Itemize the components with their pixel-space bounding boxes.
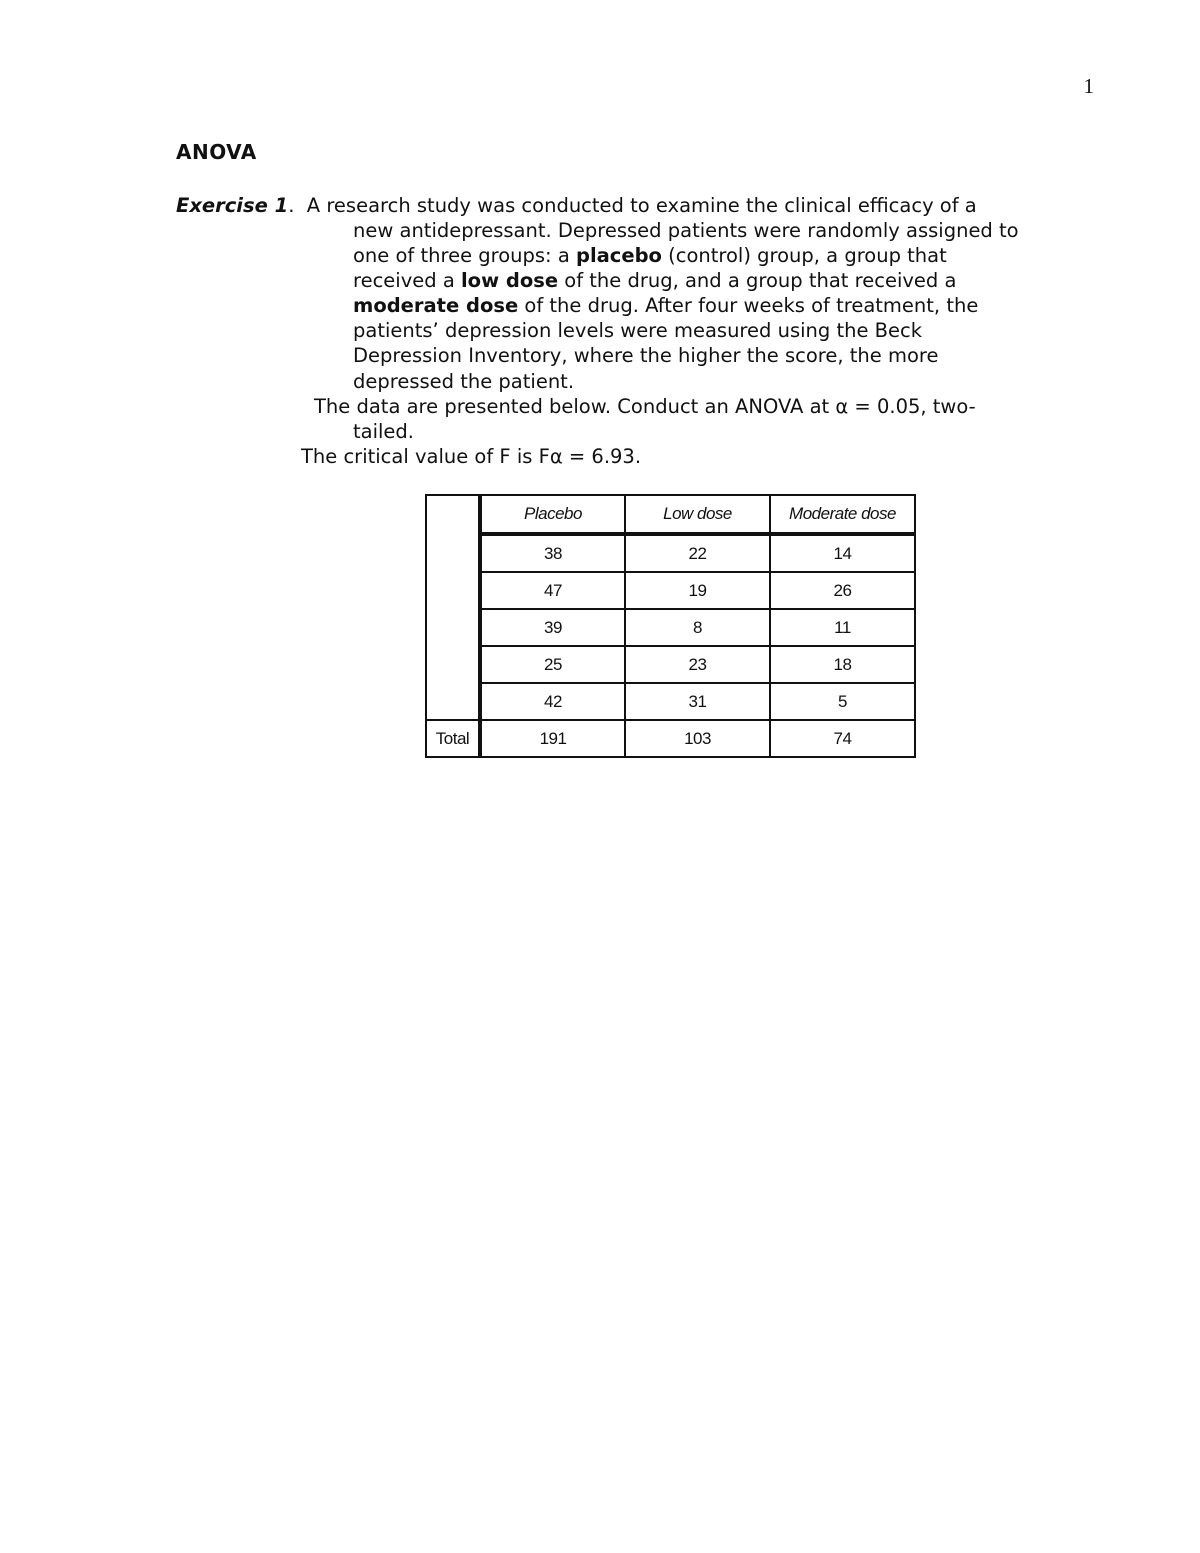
table-cell: 11 — [770, 609, 915, 646]
column-header-moderate-dose: Moderate dose — [770, 495, 915, 534]
total-cell: 103 — [625, 720, 770, 757]
table-cell: 38 — [480, 534, 625, 572]
exercise-text: (control) group, a group that — [661, 244, 947, 267]
critical-value-line: The critical value of F is Fα = 6.93. — [301, 445, 642, 468]
exercise-label-suffix: . — [288, 194, 295, 217]
table-header-row — [426, 495, 915, 534]
column-header-placebo: Placebo — [480, 495, 625, 534]
exercise-text: of the drug. After four weeks of treatment, the — [518, 294, 979, 317]
exercise-label: Exercise 1 — [176, 194, 289, 217]
table-row — [426, 646, 915, 683]
exercise-line-3 — [353, 243, 947, 268]
table-cell: 26 — [770, 572, 915, 609]
table-cell: 23 — [625, 646, 770, 683]
exercise-line-7: Depression Inventory, where the higher the score, the more — [353, 344, 939, 367]
exercise-line-5 — [353, 293, 978, 318]
moderate-dose-emphasis: moderate dose — [353, 294, 519, 317]
table-cell: 19 — [625, 572, 770, 609]
column-header-low-dose: Low dose — [625, 495, 770, 534]
exercise-text: A research study was conducted to examine the clinical efficacy of a — [306, 194, 977, 217]
table-cell: 39 — [480, 609, 625, 646]
page-number: 1 — [1083, 74, 1094, 98]
exercise-text: of the drug, and a group that received a — [558, 269, 957, 292]
table-cell: 25 — [480, 646, 625, 683]
row-label-blank-cell — [426, 495, 480, 720]
instruction-line: The data are presented below. Conduct an ANOVA at α = 0.05, two- — [314, 395, 976, 418]
table-row — [426, 534, 915, 572]
table-row — [426, 572, 915, 609]
table-row — [426, 609, 915, 646]
exercise-text: received a — [353, 269, 461, 292]
table-row — [426, 683, 915, 720]
exercise-line-6: patients’ depression levels were measured using the Beck — [353, 319, 923, 342]
data-table — [425, 494, 916, 758]
table-total-row — [426, 720, 915, 757]
exercise-line-8: depressed the patient. — [353, 370, 575, 393]
exercise-line-1 — [176, 193, 977, 218]
table-cell: 8 — [625, 609, 770, 646]
exercise-line-2: new antidepressant. Depressed patients were randomly assigned to — [353, 219, 1019, 242]
table-cell: 47 — [480, 572, 625, 609]
low-dose-emphasis: low dose — [460, 269, 559, 292]
table-cell: 18 — [770, 646, 915, 683]
total-cell: 74 — [770, 720, 915, 757]
table-cell: 31 — [625, 683, 770, 720]
table-cell: 42 — [480, 683, 625, 720]
table-cell: 5 — [770, 683, 915, 720]
table-cell: 22 — [625, 534, 770, 572]
instruction-line-continued: tailed. — [353, 420, 415, 443]
document-heading: ANOVA — [176, 140, 257, 164]
exercise-line-4 — [353, 268, 956, 293]
table-cell: 14 — [770, 534, 915, 572]
total-cell: 191 — [480, 720, 625, 757]
exercise-text: one of three groups: a — [353, 244, 576, 267]
placebo-emphasis: placebo — [575, 244, 662, 267]
total-label: Total — [426, 720, 480, 757]
